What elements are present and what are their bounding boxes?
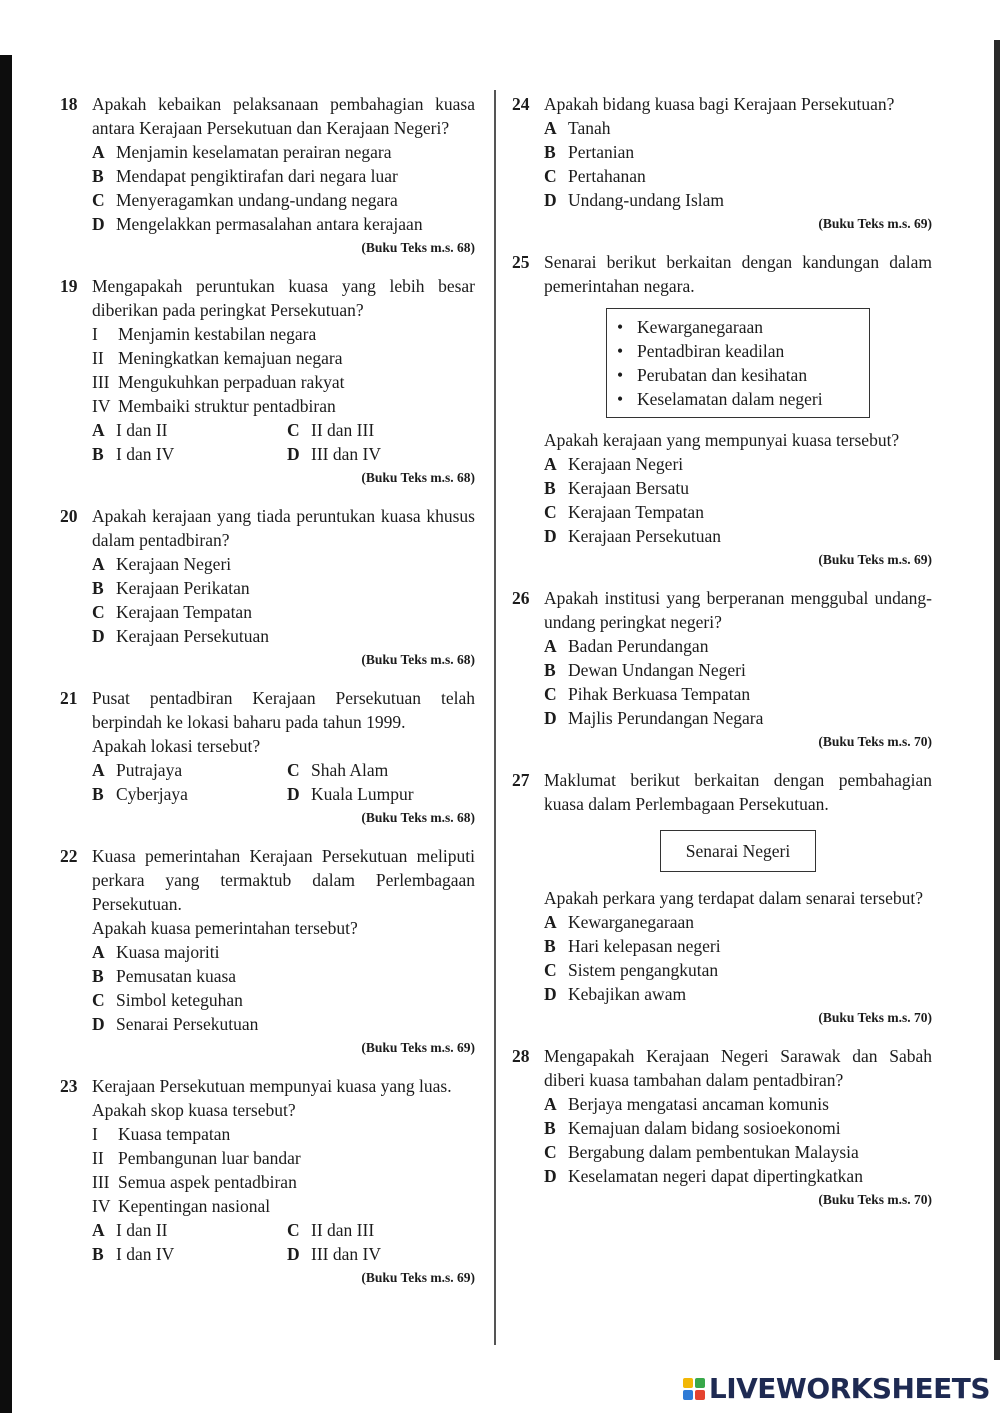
question-number: 20	[60, 506, 78, 526]
bullet-icon: •	[617, 365, 624, 385]
info-box-text: Pentadbiran keadilan	[637, 341, 785, 361]
question-prompt: Apakah lokasi tersebut?	[92, 736, 261, 756]
question-19	[60, 274, 475, 488]
option-letter: A	[92, 554, 105, 574]
answer-option[interactable]	[544, 452, 932, 476]
question-body	[544, 116, 932, 234]
question-header	[512, 1044, 932, 1092]
option-text: Kerajaan Tempatan	[568, 502, 704, 522]
option-letter: D	[544, 526, 557, 546]
option-letter: A	[92, 420, 105, 440]
option-text: Kerajaan Negeri	[116, 554, 232, 574]
option-letter: D	[544, 1166, 557, 1186]
option-text: Pihak Berkuasa Tempatan	[568, 684, 751, 704]
info-box-text: Kewarganegaraan	[637, 317, 763, 337]
option-text: Kuala Lumpur	[311, 784, 414, 804]
option-letter: A	[92, 142, 105, 162]
option-letter: A	[92, 1220, 105, 1240]
answer-option[interactable]	[544, 1140, 932, 1164]
option-text: Undang-undang Islam	[568, 190, 725, 210]
question-body	[92, 1098, 475, 1288]
question-number: 23	[60, 1076, 78, 1096]
question-number: 28	[512, 1046, 530, 1066]
answer-option[interactable]	[92, 624, 475, 648]
textbook-reference: (Buku Teks m.s. 69)	[818, 552, 932, 567]
statement-item	[92, 1194, 475, 1218]
answer-option[interactable]	[92, 418, 287, 442]
question-prompt: Apakah kerajaan yang mempunyai kuasa tersebut?	[544, 430, 900, 450]
option-text: Mendapat pengiktirafan dari negara luar	[116, 166, 398, 186]
option-text: Menyeragamkan undang-undang negara	[116, 190, 398, 210]
option-letter: C	[544, 502, 557, 522]
option-text: Kerajaan Bersatu	[568, 478, 689, 498]
answer-option[interactable]	[287, 1242, 475, 1266]
question-body	[92, 734, 475, 828]
answer-option[interactable]	[287, 418, 475, 442]
textbook-reference: (Buku Teks m.s. 68)	[361, 810, 475, 825]
answer-option[interactable]	[544, 982, 932, 1006]
option-text: Kuasa majoriti	[116, 942, 220, 962]
option-letter: D	[544, 190, 557, 210]
option-letter: B	[544, 142, 556, 162]
answer-option[interactable]	[92, 188, 475, 212]
answer-option[interactable]	[544, 934, 932, 958]
question-number: 24	[512, 94, 530, 114]
option-text: Dewan Undangan Negeri	[568, 660, 746, 680]
option-letter: C	[287, 760, 300, 780]
options-list	[544, 116, 932, 212]
question-18	[60, 92, 475, 258]
statement-item	[92, 1146, 475, 1170]
options-list	[92, 552, 475, 648]
options-list	[92, 1218, 475, 1266]
answer-option[interactable]	[544, 188, 932, 212]
options-list	[544, 452, 932, 548]
option-text: Tanah	[568, 118, 611, 138]
option-text: Shah Alam	[311, 760, 389, 780]
option-letter: B	[544, 1118, 556, 1138]
textbook-reference: (Buku Teks m.s. 68)	[361, 652, 475, 667]
option-text: Keselamatan negeri dapat dipertingkatkan	[568, 1166, 863, 1186]
answer-option[interactable]	[544, 524, 932, 548]
option-letter: B	[92, 578, 104, 598]
options-list	[92, 940, 475, 1036]
textbook-reference: (Buku Teks m.s. 68)	[361, 240, 475, 255]
question-number: 21	[60, 688, 78, 708]
question-number: 19	[60, 276, 78, 296]
column-divider	[494, 90, 496, 1345]
question-26	[512, 586, 932, 752]
statement-numeral: IV	[92, 396, 111, 416]
question-23	[60, 1074, 475, 1288]
option-text: Sistem pengangkutan	[568, 960, 719, 980]
option-text: Kerajaan Tempatan	[116, 602, 252, 622]
question-25	[512, 250, 932, 570]
option-text: Pertanian	[568, 142, 635, 162]
answer-option[interactable]	[92, 782, 287, 806]
logo-text: LIVEWORKSHEETS	[708, 1372, 990, 1405]
question-body	[92, 552, 475, 670]
statement-text: Kuasa tempatan	[118, 1124, 231, 1144]
answer-option[interactable]	[544, 500, 932, 524]
option-letter: D	[92, 214, 105, 234]
statement-text: Membaiki struktur pentadbiran	[118, 396, 336, 416]
question-number: 26	[512, 588, 530, 608]
options-list	[544, 910, 932, 1006]
textbook-reference: (Buku Teks m.s. 70)	[818, 1192, 932, 1207]
option-letter: C	[544, 684, 557, 704]
statement-text: Menjamin kestabilan negara	[118, 324, 317, 344]
option-text: Berjaya mengatasi ancaman komunis	[568, 1094, 829, 1114]
option-text: II dan III	[311, 1220, 375, 1240]
option-letter: D	[92, 626, 105, 646]
options-list	[92, 140, 475, 236]
option-text: I dan II	[116, 1220, 168, 1240]
question-28	[512, 1044, 932, 1210]
statement-text: Semua aspek pentadbiran	[118, 1172, 297, 1192]
answer-option[interactable]	[92, 212, 475, 236]
option-text: III dan IV	[311, 444, 381, 464]
answer-option[interactable]	[544, 1164, 932, 1188]
question-text: Mengapakah Kerajaan Negeri Sarawak dan Sabah diberi kuasa tambahan dalam pentadbiran?	[544, 1046, 932, 1090]
statement-numeral: III	[92, 1172, 110, 1192]
option-letter: D	[544, 708, 557, 728]
info-box	[606, 308, 870, 418]
statement-item	[92, 322, 475, 346]
question-header	[60, 274, 475, 322]
option-text: Kemajuan dalam bidang sosioekonomi	[568, 1118, 841, 1138]
option-text: Kerajaan Persekutuan	[116, 626, 270, 646]
question-body	[544, 830, 932, 1028]
info-box-item	[617, 339, 859, 363]
answer-option[interactable]	[544, 116, 932, 140]
bullet-icon: •	[617, 389, 624, 409]
question-header	[60, 504, 475, 552]
option-letter: C	[92, 990, 105, 1010]
statement-item	[92, 346, 475, 370]
option-letter: B	[544, 478, 556, 498]
answer-option[interactable]	[287, 442, 475, 466]
info-box-item	[617, 315, 859, 339]
answer-option[interactable]	[544, 140, 932, 164]
options-list	[544, 634, 932, 730]
answer-option[interactable]	[92, 1012, 475, 1036]
statement-item	[92, 1170, 475, 1194]
option-text: Senarai Persekutuan	[116, 1014, 259, 1034]
question-text: Kerajaan Persekutuan mempunyai kuasa yang luas.	[92, 1076, 452, 1096]
option-text: Mengelakkan permasalahan antara kerajaan	[116, 214, 423, 234]
question-20	[60, 504, 475, 670]
info-box-text: Keselamatan dalam negeri	[637, 389, 823, 409]
option-text: Majlis Perundangan Negara	[568, 708, 764, 728]
answer-option[interactable]	[92, 600, 475, 624]
answer-option[interactable]	[92, 964, 475, 988]
answer-option[interactable]	[92, 576, 475, 600]
option-letter: B	[544, 660, 556, 680]
option-letter: A	[544, 636, 557, 656]
question-27	[512, 768, 932, 1028]
question-24	[512, 92, 932, 234]
question-body	[92, 140, 475, 258]
option-letter: C	[544, 960, 557, 980]
option-letter: A	[544, 454, 557, 474]
statement-text: Pembangunan luar bandar	[118, 1148, 301, 1168]
statement-numeral: IV	[92, 1196, 111, 1216]
option-letter: C	[544, 1142, 557, 1162]
answer-option[interactable]	[92, 758, 287, 782]
option-letter: A	[544, 912, 557, 932]
question-header	[512, 250, 932, 298]
option-text: Simbol keteguhan	[116, 990, 243, 1010]
question-text: Pusat pentadbiran Kerajaan Persekutuan telah berpindah ke lokasi baharu pada tahun 1999.	[92, 688, 475, 732]
option-text: Kerajaan Negeri	[568, 454, 684, 474]
option-letter: D	[92, 1014, 105, 1034]
option-text: Hari kelepasan negeri	[568, 936, 721, 956]
answer-option[interactable]	[544, 164, 932, 188]
statement-item	[92, 370, 475, 394]
option-text: Putrajaya	[116, 760, 183, 780]
question-number: 22	[60, 846, 78, 866]
option-letter: D	[544, 984, 557, 1004]
textbook-reference: (Buku Teks m.s. 69)	[818, 216, 932, 231]
question-21	[60, 686, 475, 828]
question-prompt: Apakah skop kuasa tersebut?	[92, 1100, 296, 1120]
answer-option[interactable]	[544, 634, 932, 658]
answer-option[interactable]	[544, 910, 932, 934]
info-box-item	[617, 363, 859, 387]
right-column	[512, 92, 932, 1226]
answer-option[interactable]	[544, 706, 932, 730]
question-prompt: Apakah perkara yang terdapat dalam senarai tersebut?	[544, 888, 923, 908]
question-body	[92, 322, 475, 488]
answer-option[interactable]	[544, 658, 932, 682]
textbook-reference: (Buku Teks m.s. 70)	[818, 1010, 932, 1025]
answer-option[interactable]	[92, 442, 287, 466]
option-letter: C	[92, 602, 105, 622]
answer-option[interactable]	[92, 552, 475, 576]
answer-option[interactable]	[92, 1218, 287, 1242]
answer-option[interactable]	[544, 476, 932, 500]
options-list	[92, 418, 475, 466]
options-list	[544, 1092, 932, 1188]
option-letter: D	[287, 444, 300, 464]
statement-item	[92, 1122, 475, 1146]
answer-option[interactable]	[92, 988, 475, 1012]
answer-option[interactable]	[544, 682, 932, 706]
option-text: Badan Perundangan	[568, 636, 709, 656]
option-text: Kerajaan Persekutuan	[568, 526, 722, 546]
question-header	[512, 92, 932, 116]
option-text: III dan IV	[311, 1244, 381, 1264]
option-text: II dan III	[311, 420, 375, 440]
statement-numeral: I	[92, 324, 98, 344]
option-letter: A	[92, 942, 105, 962]
option-letter: A	[544, 118, 557, 138]
question-22	[60, 844, 475, 1058]
answer-option[interactable]	[92, 1242, 287, 1266]
option-letter: B	[92, 784, 104, 804]
option-text: Menjamin keselamatan perairan negara	[116, 142, 392, 162]
answer-option[interactable]	[544, 958, 932, 982]
answer-option[interactable]	[287, 1218, 475, 1242]
statement-numeral: II	[92, 348, 104, 368]
statement-numeral: II	[92, 1148, 104, 1168]
statement-numeral: III	[92, 372, 110, 392]
question-text: Apakah institusi yang berperanan menggubal undang-undang peringkat negeri?	[544, 588, 932, 632]
scan-edge-right	[994, 40, 1000, 1360]
question-text: Senarai berikut berkaitan dengan kandungan dalam pemerintahan negara.	[544, 252, 932, 296]
answer-option[interactable]	[287, 782, 475, 806]
options-list	[92, 758, 475, 806]
question-number: 18	[60, 94, 78, 114]
answer-option[interactable]	[544, 1092, 932, 1116]
answer-option[interactable]	[92, 140, 475, 164]
question-body	[544, 308, 932, 570]
question-header	[512, 768, 932, 816]
question-header	[60, 92, 475, 140]
textbook-reference: (Buku Teks m.s. 69)	[361, 1270, 475, 1285]
option-text: I dan II	[116, 420, 168, 440]
statement-text: Kepentingan nasional	[118, 1196, 271, 1216]
question-text: Apakah kerajaan yang tiada peruntukan kuasa khusus dalam pentadbiran?	[92, 506, 475, 550]
textbook-reference: (Buku Teks m.s. 70)	[818, 734, 932, 749]
answer-option[interactable]	[92, 164, 475, 188]
textbook-reference: (Buku Teks m.s. 69)	[361, 1040, 475, 1055]
question-header	[60, 844, 475, 916]
option-letter: C	[92, 190, 105, 210]
answer-option[interactable]	[287, 758, 475, 782]
option-letter: D	[287, 1244, 300, 1264]
bullet-icon: •	[617, 317, 624, 337]
question-text: Maklumat berikut berkaitan dengan pembahagian kuasa dalam Perlembagaan Persekutuan.	[544, 770, 932, 814]
option-text: I dan IV	[116, 1244, 175, 1264]
info-box: Senarai Negeri	[660, 830, 816, 872]
scan-edge-left	[0, 55, 12, 1413]
option-letter: C	[287, 1220, 300, 1240]
question-text: Apakah bidang kuasa bagi Kerajaan Persekutuan?	[544, 94, 895, 114]
question-body	[92, 916, 475, 1058]
bullet-icon: •	[617, 341, 624, 361]
logo-grid-icon	[683, 1378, 705, 1400]
option-text: Pemusatan kuasa	[116, 966, 237, 986]
option-letter: B	[544, 936, 556, 956]
question-number: 25	[512, 252, 530, 272]
info-box-item	[617, 387, 859, 411]
option-text: Cyberjaya	[116, 784, 188, 804]
question-text: Apakah kebaikan pelaksanaan pembahagian kuasa antara Kerajaan Persekutuan dan Kerajaan Negeri?	[92, 94, 475, 138]
option-text: Bergabung dalam pembentukan Malaysia	[568, 1142, 859, 1162]
question-body	[544, 1092, 932, 1210]
option-text: Pertahanan	[568, 166, 646, 186]
option-letter: B	[92, 966, 104, 986]
option-letter: C	[544, 166, 557, 186]
answer-option[interactable]	[92, 940, 475, 964]
answer-option[interactable]	[544, 1116, 932, 1140]
option-letter: B	[92, 166, 104, 186]
statement-text: Meningkatkan kemajuan negara	[118, 348, 343, 368]
option-letter: C	[287, 420, 300, 440]
option-letter: A	[544, 1094, 557, 1114]
option-text: Kebajikan awam	[568, 984, 687, 1004]
option-text: I dan IV	[116, 444, 175, 464]
statement-item	[92, 394, 475, 418]
left-column	[60, 92, 475, 1304]
option-letter: B	[92, 1244, 104, 1264]
liveworksheets-logo	[683, 1372, 990, 1405]
question-header	[512, 586, 932, 634]
question-prompt: Apakah kuasa pemerintahan tersebut?	[92, 918, 358, 938]
question-text: Mengapakah peruntukan kuasa yang lebih besar diberikan pada peringkat Persekutuan?	[92, 276, 475, 320]
option-letter: B	[92, 444, 104, 464]
option-text: Kerajaan Perikatan	[116, 578, 250, 598]
statement-numeral: I	[92, 1124, 98, 1144]
question-header	[60, 686, 475, 734]
question-header	[60, 1074, 475, 1098]
info-box-text: Perubatan dan kesihatan	[637, 365, 808, 385]
statement-text: Mengukuhkan perpaduan rakyat	[118, 372, 345, 392]
option-text: Kewarganegaraan	[568, 912, 694, 932]
textbook-reference: (Buku Teks m.s. 68)	[361, 470, 475, 485]
question-body	[544, 634, 932, 752]
question-number: 27	[512, 770, 530, 790]
option-letter: D	[287, 784, 300, 804]
question-text: Kuasa pemerintahan Kerajaan Persekutuan meliputi perkara yang termaktub dalam Perlembagaan Persekutuan.	[92, 846, 475, 914]
option-letter: A	[92, 760, 105, 780]
